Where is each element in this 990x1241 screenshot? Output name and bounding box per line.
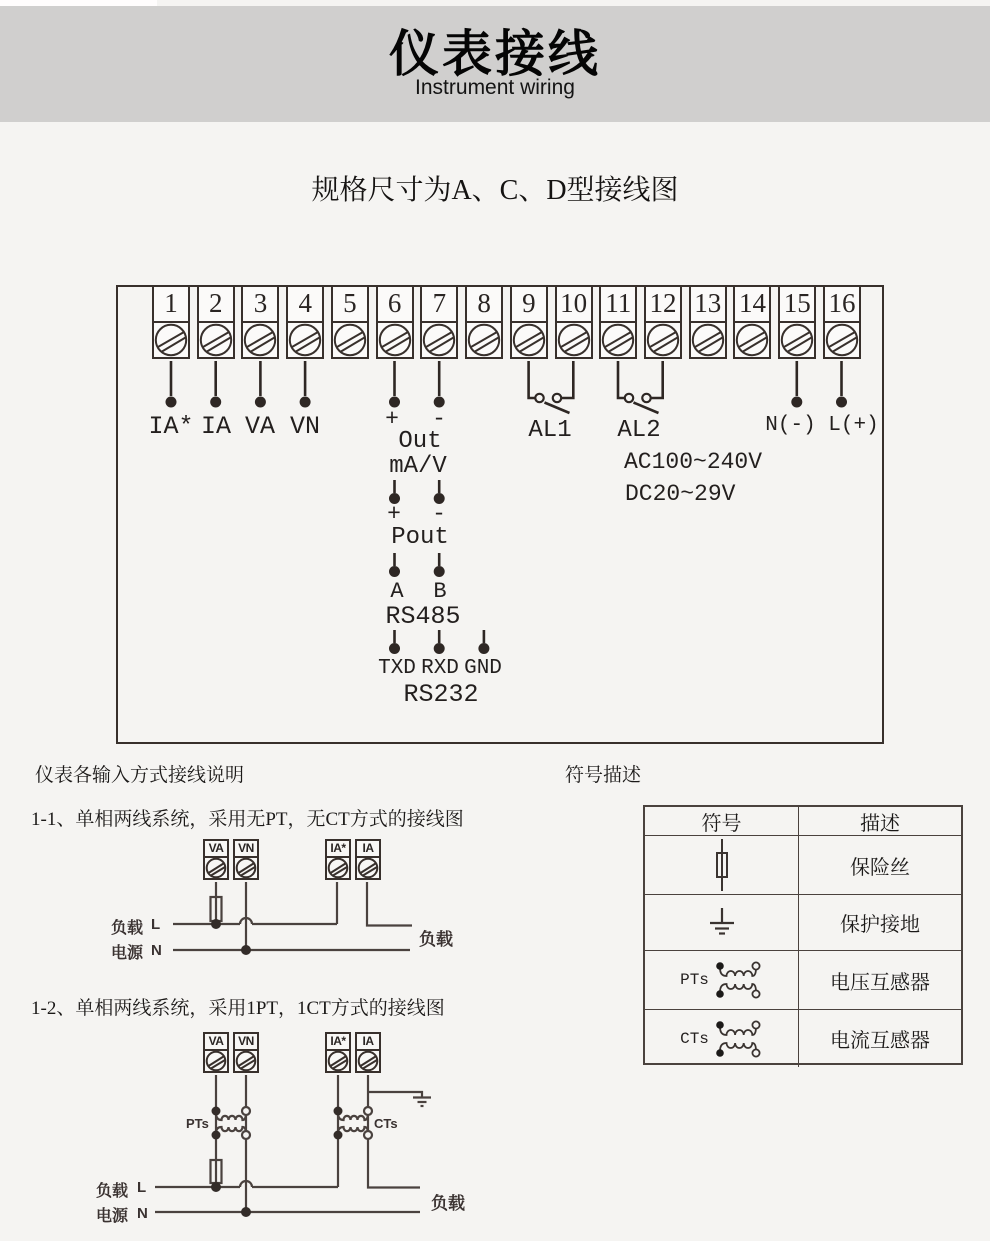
ct-desc: 电流互感器 — [830, 1030, 930, 1052]
terminal-label: VN — [233, 1032, 259, 1051]
terminal-number: 10 — [555, 285, 593, 323]
label-dc-range: DC20~29V — [625, 481, 736, 507]
earth-desc: 保护接地 — [840, 914, 920, 936]
rs232-pins — [389, 630, 489, 654]
terminal-number: 1 — [152, 285, 190, 323]
al2-contact-icon — [618, 361, 663, 413]
rs485-pins — [389, 553, 445, 577]
d2-wiring-svg — [88, 1075, 480, 1221]
label-power-polarity: N(-) L(+) — [765, 414, 879, 437]
d1-terminal-ia-star — [325, 839, 351, 880]
diagram-1-2-title: 1-2、单相两线系统，采用1PT，1CT方式的接线图 — [31, 998, 445, 1019]
terminal-label: IA* — [325, 839, 351, 858]
d2-load-left-label: 负载 — [96, 1183, 129, 1200]
d1-terminal-vn — [233, 839, 259, 880]
screw-icon — [233, 856, 259, 880]
screw-icon — [203, 1049, 229, 1073]
label-out-plus: + — [385, 406, 399, 432]
pts-label: PTs — [680, 971, 709, 989]
table-row — [645, 950, 961, 1009]
fuse-icon — [645, 836, 799, 894]
symbol-desc-heading: 符号描述 — [565, 765, 642, 786]
label-txd: TXD — [378, 657, 416, 680]
label-pout-plus: + — [387, 501, 401, 527]
voltage-transformer-icon — [713, 959, 763, 1001]
table-row — [645, 894, 961, 950]
terminal-number: 13 — [689, 285, 727, 323]
terminal-number: 9 — [510, 285, 548, 323]
d2-l-label: L — [137, 1179, 147, 1196]
terminal-number: 8 — [465, 285, 503, 323]
fuse-desc: 保险丝 — [850, 856, 910, 879]
d1-terminal-va — [203, 839, 229, 880]
d1-load-left-label: 负载 — [111, 920, 144, 937]
terminal-label: VA — [203, 839, 229, 858]
pt-transformer-icon — [212, 1107, 251, 1140]
label-rxd: RXD — [421, 657, 459, 680]
symbol-table — [643, 805, 963, 1065]
label-ia: IA — [200, 412, 232, 441]
wiring-notes-heading: 仪表各输入方式接线说明 — [35, 765, 245, 786]
label-rs485: RS485 — [385, 602, 461, 631]
screw-icon — [203, 856, 229, 880]
label-al1: AL1 — [528, 417, 572, 444]
terminal-number: 3 — [241, 285, 279, 323]
ct-transformer-icon — [334, 1107, 373, 1140]
d2-pts-label: PTs — [186, 1116, 209, 1131]
terminal-number: 2 — [197, 285, 235, 323]
l-line — [173, 918, 337, 924]
terminal-label: IA — [355, 1032, 381, 1051]
d2-cts-label: CTs — [374, 1116, 398, 1131]
d2-terminal-va — [203, 1032, 229, 1073]
screw-icon — [355, 1049, 381, 1073]
label-b: B — [433, 579, 447, 604]
terminal-label: IA — [355, 839, 381, 858]
label-mav: mA/V — [389, 453, 447, 480]
terminal-number: 15 — [778, 285, 816, 323]
symbol-table-header — [645, 807, 961, 835]
d1-n-label: N — [151, 942, 162, 959]
earth-icon — [368, 1092, 431, 1106]
terminal-number: 6 — [376, 285, 414, 323]
terminal-number: 14 — [733, 285, 771, 323]
diagram-1-1-title: 1-1、单相两线系统，采用无PT，无CT方式的接线图 — [31, 809, 464, 830]
label-gnd: GND — [464, 657, 502, 680]
pt-desc: 电压互感器 — [830, 971, 930, 994]
label-va: VA — [244, 412, 276, 441]
screw-icon — [325, 856, 351, 880]
protective-earth-icon — [645, 895, 799, 950]
d1-source-left-label: 电源 — [111, 945, 144, 962]
label-ia-star: IA* — [148, 412, 194, 441]
label-out-minus: - — [432, 406, 446, 432]
terminal-number: 16 — [823, 285, 861, 323]
terminal-label: VN — [233, 839, 259, 858]
d1-load-right-label: 负载 — [419, 930, 453, 949]
terminal-label: IA* — [325, 1032, 351, 1051]
terminal-number: 7 — [420, 285, 458, 323]
label-vn: VN — [289, 412, 321, 441]
label-rs232: RS232 — [403, 680, 479, 709]
cts-label: CTs — [680, 1029, 709, 1048]
d2-terminal-ia-star — [325, 1032, 351, 1073]
label-al2: AL2 — [617, 417, 661, 444]
d2-source-left-label: 电源 — [96, 1208, 129, 1225]
label-pout: Pout — [391, 524, 449, 551]
screw-icon — [325, 1049, 351, 1073]
d1-terminal-ia — [355, 839, 381, 880]
terminal-number: 11 — [599, 285, 637, 323]
d2-n-label: N — [137, 1205, 148, 1222]
table-row — [645, 1009, 961, 1067]
symbol-col-header: 符号 — [645, 807, 799, 835]
al1-contact-icon — [529, 361, 574, 413]
desc-col-header: 描述 — [860, 812, 900, 835]
label-out: Out — [398, 428, 442, 455]
label-pout-minus: - — [432, 501, 446, 527]
d2-terminal-vn — [233, 1032, 259, 1073]
spec-title: 规格尺寸为A、C、D型接线图 — [311, 175, 679, 206]
page-subtitle: Instrument wiring — [415, 76, 575, 99]
pin-wires — [166, 361, 848, 408]
terminal-number: 5 — [331, 285, 369, 323]
screw-icon — [233, 1049, 259, 1073]
label-ac-range: AC100~240V — [624, 449, 763, 475]
d2-load-right-label: 负载 — [431, 1194, 465, 1213]
d1-l-label: L — [151, 916, 161, 933]
terminal-number: 4 — [286, 285, 324, 323]
terminal-label: VA — [203, 1032, 229, 1051]
terminal-number: 12 — [644, 285, 682, 323]
table-row — [645, 835, 961, 894]
d2-terminal-ia — [355, 1032, 381, 1073]
screw-icon — [355, 856, 381, 880]
page-title: 仪表接线 — [389, 26, 601, 82]
current-transformer-icon — [713, 1018, 763, 1060]
label-a: A — [390, 579, 404, 604]
